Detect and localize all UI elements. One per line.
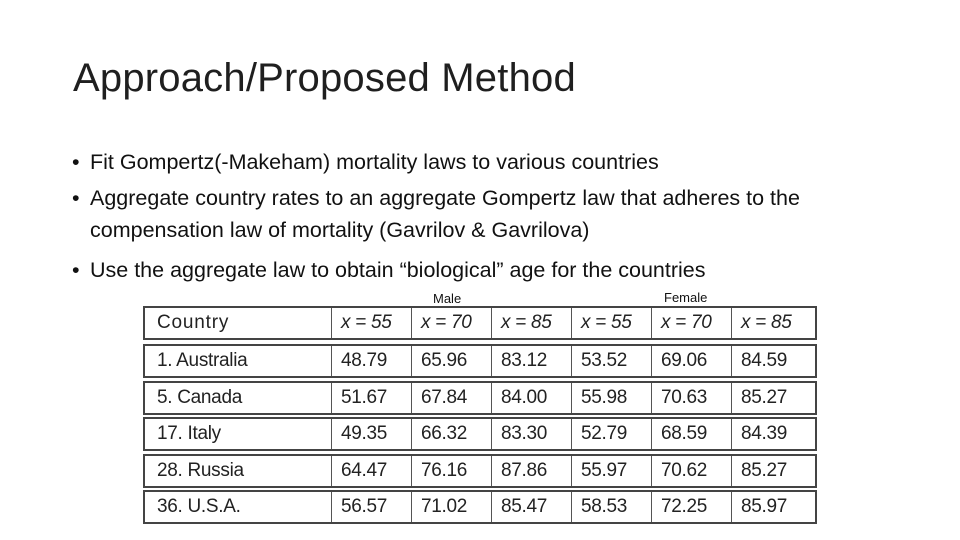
header-cell: x = 55 xyxy=(571,308,651,338)
female-group-label: Female xyxy=(664,290,708,305)
country-cell: 28. Russia xyxy=(157,460,244,481)
value-cell: 70.63 xyxy=(651,383,731,413)
bullet-item: • Fit Gompertz(-Makeham) mortality laws to various countries xyxy=(72,146,892,178)
table-row xyxy=(143,417,817,451)
bullet-item: • Use the aggregate law to obtain “biological” age for the countries xyxy=(72,254,892,286)
header-cell: x = 55 xyxy=(331,308,411,338)
male-group-label: Male xyxy=(433,291,462,306)
value-cell: 83.30 xyxy=(491,419,571,449)
value-cell: 84.59 xyxy=(731,346,815,376)
bullet-item: • Aggregate country rates to an aggregate Gompertz law that adheres to the compensation law of mortality (Gavrilov & Gavrilova) xyxy=(72,182,892,246)
value-cell: 55.97 xyxy=(571,456,651,486)
value-cell: 56.57 xyxy=(331,492,411,522)
value-cell: 85.27 xyxy=(731,383,815,413)
value-cell: 84.39 xyxy=(731,419,815,449)
table-row xyxy=(143,381,817,415)
country-cell: 36. U.S.A. xyxy=(157,496,241,517)
header-cell: x = 70 xyxy=(411,308,491,338)
country-cell: 1. Australia xyxy=(157,350,248,371)
value-cell: 52.79 xyxy=(571,419,651,449)
country-cell: 5. Canada xyxy=(157,387,242,408)
mortality-age-table xyxy=(143,306,817,526)
header-cell: x = 85 xyxy=(491,308,571,338)
value-cell: 64.47 xyxy=(331,456,411,486)
value-cell: 72.25 xyxy=(651,492,731,522)
value-cell: 70.62 xyxy=(651,456,731,486)
table-row xyxy=(143,490,817,524)
value-cell: 67.84 xyxy=(411,383,491,413)
table-header-row xyxy=(143,306,817,340)
header-cell: Country xyxy=(157,312,230,333)
table-row xyxy=(143,344,817,378)
value-cell: 87.86 xyxy=(491,456,571,486)
value-cell: 83.12 xyxy=(491,346,571,376)
table-row xyxy=(143,454,817,488)
value-cell: 71.02 xyxy=(411,492,491,522)
value-cell: 48.79 xyxy=(331,346,411,376)
value-cell: 65.96 xyxy=(411,346,491,376)
value-cell: 76.16 xyxy=(411,456,491,486)
value-cell: 68.59 xyxy=(651,419,731,449)
header-cell: x = 70 xyxy=(651,308,731,338)
value-cell: 53.52 xyxy=(571,346,651,376)
value-cell: 84.00 xyxy=(491,383,571,413)
value-cell: 66.32 xyxy=(411,419,491,449)
bullet-list xyxy=(72,146,892,294)
value-cell: 55.98 xyxy=(571,383,651,413)
value-cell: 85.47 xyxy=(491,492,571,522)
country-cell: 17. Italy xyxy=(157,423,221,444)
value-cell: 85.97 xyxy=(731,492,815,522)
value-cell: 85.27 xyxy=(731,456,815,486)
value-cell: 51.67 xyxy=(331,383,411,413)
value-cell: 58.53 xyxy=(571,492,651,522)
slide-title: Approach/Proposed Method xyxy=(73,56,576,100)
value-cell: 69.06 xyxy=(651,346,731,376)
header-cell: x = 85 xyxy=(731,308,815,338)
value-cell: 49.35 xyxy=(331,419,411,449)
